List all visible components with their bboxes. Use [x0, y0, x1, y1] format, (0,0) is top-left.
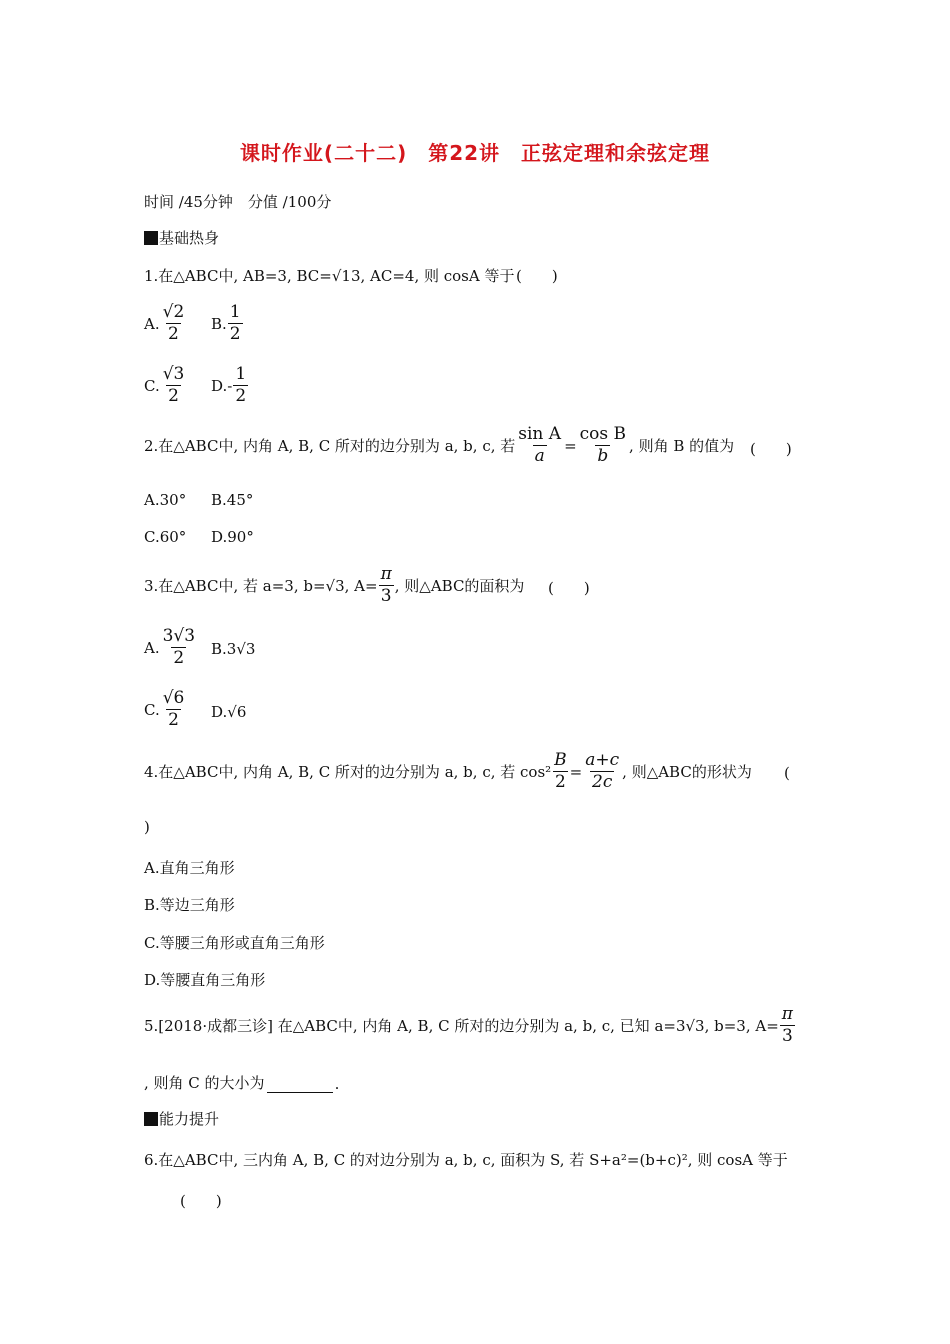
fraction-denominator: 2	[168, 386, 179, 406]
question-2-answer-paren: ( )	[750, 440, 792, 458]
question-4-option-a: A.直角三角形	[144, 859, 235, 877]
question-2-stem: 2.在△ABC中, 内角 A, B, C 所对的边分别为 a, b, c, 若 $\frac{\text{sin A}}{a}$ = $\frac{\text{cos B}}{b}$ , 则角 B 的值为	[144, 424, 735, 466]
question-3-option-c: C. $\frac{√6}{2}$	[144, 688, 185, 730]
fraction-numerator: √3	[162, 364, 185, 384]
fraction-numerator: π	[380, 564, 392, 584]
question-4-paren-close: )	[144, 818, 150, 836]
question-1-option-d: D.- $\frac{1}{2}$	[211, 364, 247, 406]
question-1-option-c: C. $\frac{√3}{2}$	[144, 364, 185, 406]
question-4-option-d: D.等腰直角三角形	[144, 971, 266, 989]
section-advanced-label: 能力提升	[159, 1110, 220, 1128]
question-5-line-2: , 则角 C 的大小为 .	[144, 1074, 340, 1093]
section-marker-icon	[144, 1112, 158, 1126]
question-1-stem: 1.在△ABC中, AB=3, BC=√13, AC=4, 则 cosA 等于	[144, 267, 515, 285]
fraction-numerator: 1	[235, 364, 247, 384]
fraction-denominator: b	[597, 446, 609, 466]
fraction-denominator: 2c	[592, 772, 613, 792]
question-2-option-d: D.90°	[211, 528, 254, 546]
fraction-denominator: 2	[168, 710, 179, 730]
fraction-denominator: a	[534, 446, 545, 466]
question-4-option-c: C.等腰三角形或直角三角形	[144, 934, 325, 952]
section-basic	[144, 227, 219, 248]
question-2-option-b: B.45°	[211, 491, 254, 509]
fraction-numerator: a+c	[585, 750, 620, 770]
fraction-numerator: B	[554, 750, 567, 770]
fraction-numerator: sin A	[518, 424, 562, 444]
fraction-denominator: 2	[168, 324, 179, 344]
section-marker-icon	[144, 231, 158, 245]
question-4-option-b: B.等边三角形	[144, 896, 235, 914]
question-4-stem: 4.在△ABC中, 内角 A, B, C 所对的边分别为 a, b, c, 若 cos² $\frac{B}{2}$ = $\frac{a+c}{2c}$ , 则△ABC的形状为	[144, 750, 752, 792]
fraction-denominator: 3	[781, 1026, 793, 1046]
fraction-numerator: √6	[162, 688, 185, 708]
section-advanced	[144, 1108, 219, 1129]
time-score-info: 时间 ∕45分钟 分值 ∕100分	[144, 193, 332, 211]
fraction-denominator: 2	[555, 772, 566, 792]
question-1-option-a: A. $\frac{√2}{2}$	[144, 302, 185, 344]
fraction-numerator: 1	[229, 302, 241, 322]
fraction-numerator: π	[781, 1004, 793, 1024]
question-4-paren-open: (	[784, 764, 790, 782]
question-3-stem: 3.在△ABC中, 若 a=3, b=√3, A= $\frac{\pi}{3}$ , 则△ABC的面积为	[144, 564, 525, 606]
fraction-numerator: √2	[162, 302, 185, 322]
question-3-answer-paren: ( )	[548, 579, 590, 597]
fraction-denominator: 3	[380, 586, 392, 606]
section-basic-label: 基础热身	[159, 229, 220, 247]
question-3-option-a: A. $\frac{3√3}{2}$	[144, 626, 196, 668]
fraction-denominator: 2	[229, 324, 241, 344]
question-3-option-b: B.3√3	[211, 640, 256, 658]
question-2-option-a: A.30°	[144, 491, 187, 509]
question-6-answer-paren: ( )	[180, 1192, 222, 1210]
question-5-stem: 5.[2018·成都三诊] 在△ABC中, 内角 A, B, C 所对的边分别为 a, b, c, 已知 a=3√3, b=3, A= $\frac{\pi}{3}$	[144, 1004, 793, 1046]
answer-blank[interactable]	[267, 1092, 333, 1093]
question-1-option-b: B. $\frac{1}{2}$	[211, 302, 241, 344]
fraction-denominator: 2	[173, 648, 185, 668]
page-title: 课时作业(二十二) 第22讲 正弦定理和余弦定理	[239, 141, 711, 165]
fraction-numerator: 3√3	[162, 626, 196, 646]
question-2-option-c: C.60°	[144, 528, 187, 546]
fraction-numerator: cos B	[579, 424, 627, 444]
question-3-option-d: D.√6	[211, 703, 247, 721]
question-6-stem: 6.在△ABC中, 三内角 A, B, C 的对边分别为 a, b, c, 面积为 S, 若 S+a²=(b+c)², 则 cosA 等于	[144, 1151, 788, 1169]
question-1-answer-paren: ( )	[516, 267, 558, 285]
fraction-denominator: 2	[235, 386, 247, 406]
